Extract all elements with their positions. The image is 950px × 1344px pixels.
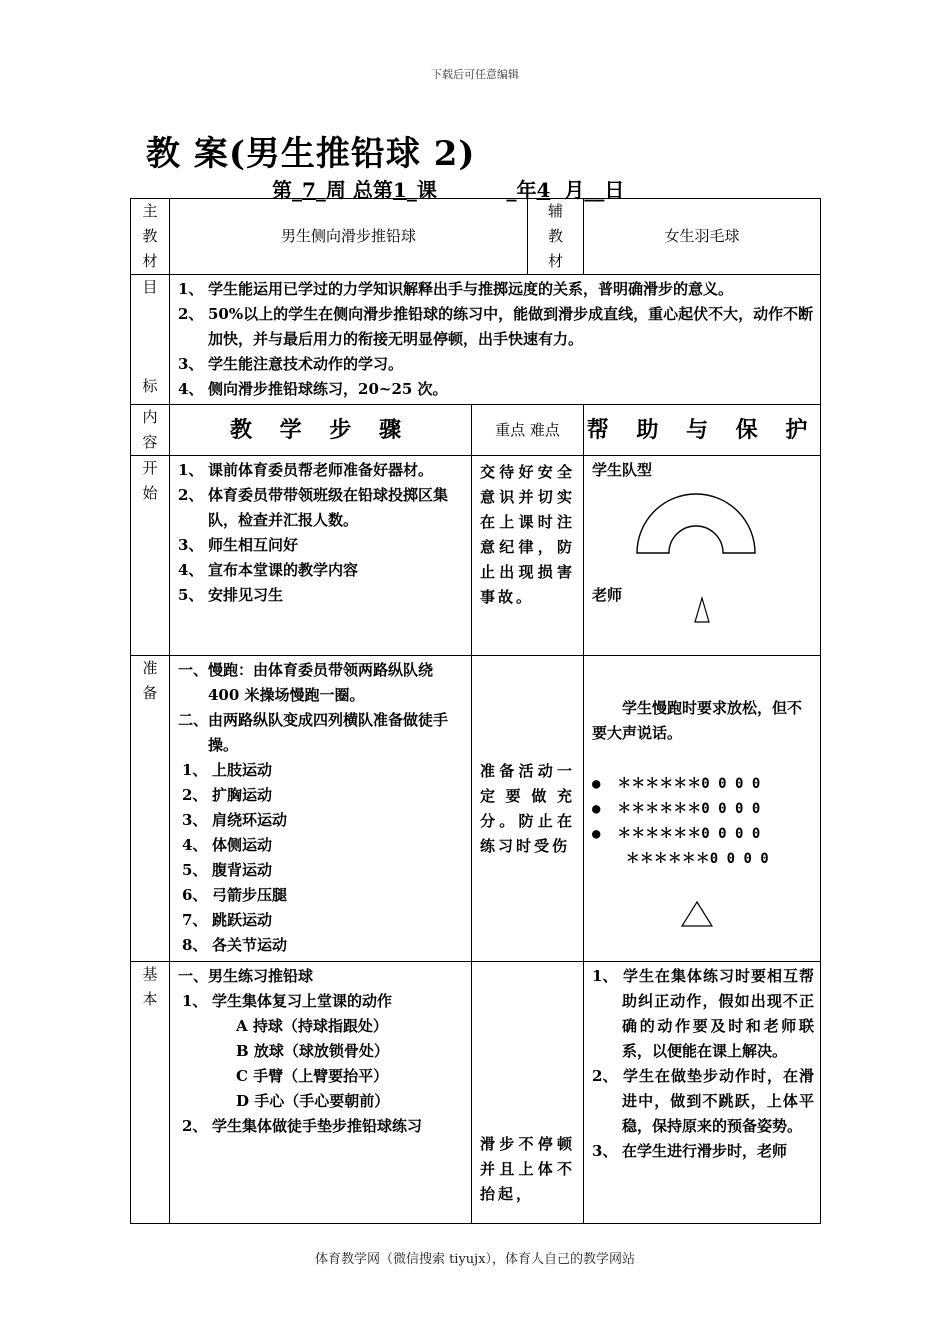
start-steps bbox=[170, 456, 472, 656]
start-step: 2、 体育委员带带领班级在铅球投掷区集队，检查并汇报人数。 bbox=[178, 486, 449, 529]
lesson-plan-table bbox=[130, 198, 821, 1224]
basic-sub-step: 2、 学生集体做徒手垫步推铅球练习 bbox=[182, 1117, 423, 1135]
prep-focus: 准备活动一定要做充分。防止在练习时受伤 bbox=[472, 656, 584, 962]
basic-help bbox=[584, 962, 821, 1224]
date-month: 月 bbox=[564, 178, 585, 202]
goal-item: 3、 学生能注意技术动作的学习。 bbox=[178, 355, 404, 373]
row-prep bbox=[131, 656, 821, 962]
start-step: 5、 安排见习生 bbox=[178, 586, 284, 604]
help-item: 3、 在学生进行滑步时，老师 bbox=[592, 1142, 788, 1160]
main-material-label: 主 教 材 bbox=[131, 199, 170, 275]
content-label: 内 容 bbox=[131, 405, 170, 456]
row-basic bbox=[131, 962, 821, 1224]
help-item: 2、 学生在做垫步动作时，在滑进中，做到不跳跃，上体平稳，保持原来的预备姿势。 bbox=[592, 1067, 815, 1135]
exercise-item: 3、 肩绕环运动 bbox=[182, 811, 288, 829]
prep-steps bbox=[170, 656, 472, 962]
technique-point: C 手臂（上臂要抬平） bbox=[236, 1067, 389, 1085]
start-help bbox=[584, 456, 821, 656]
teacher-triangle-icon bbox=[693, 596, 711, 624]
week-number: 7 bbox=[302, 178, 316, 202]
week-prefix: 第_ bbox=[272, 178, 302, 202]
goal-item: 1、 学生能运用已学过的力学知识解释出手与推掷远度的关系，普明确滑步的意义。 bbox=[178, 280, 734, 298]
basic-label: 基 本 bbox=[131, 962, 170, 1224]
row-goals bbox=[131, 275, 821, 405]
col-steps-header: 教 学 步 骤 bbox=[170, 405, 472, 456]
start-step: 1、 课前体育委员帮老师准备好器材。 bbox=[178, 461, 434, 479]
exercise-item: 7、 跳跃运动 bbox=[182, 911, 273, 929]
goal-item: 2、 50%以上的学生在侧向滑步推铅球的练习中，能做到滑步成直线，重心起伏不大，动作不断加快，并与最后用力的衔接无明显停顿，出手快速有力。 bbox=[178, 305, 814, 348]
date-year: _年 bbox=[506, 178, 537, 202]
formation-title: 学生队型 bbox=[592, 461, 653, 479]
lesson-suffix: _课 bbox=[406, 178, 437, 202]
goals-cell bbox=[170, 275, 821, 405]
footer-note: 体育教学网（微信搜索 tiyujx），体育人自己的教学网站 bbox=[314, 1252, 636, 1267]
start-focus: 交待好安全意识并切实在上课时注意纪律，防止出现损害事故。 bbox=[472, 456, 584, 656]
formation-row: ● ＊＊＊＊＊＊0 0 0 0 bbox=[592, 826, 761, 842]
four-row-formation bbox=[592, 772, 769, 872]
prep-step: 二、由两路纵队变成四列横队准备做徒手操。 bbox=[178, 711, 449, 754]
semicircle-formation-icon bbox=[634, 490, 758, 556]
header-note: 下载后可任意编辑 bbox=[431, 68, 519, 81]
start-step: 4、 宣布本堂课的教学内容 bbox=[178, 561, 359, 579]
formation-row: ● ＊＊＊＊＊＊0 0 0 0 bbox=[592, 776, 761, 792]
aux-material: 女生羽毛球 bbox=[584, 199, 821, 275]
goal-label: 目 标 bbox=[131, 275, 170, 405]
start-step: 3、 师生相互问好 bbox=[178, 536, 299, 554]
prep-label: 准 备 bbox=[131, 656, 170, 962]
goal-item: 4、 侧向滑步推铅球练习，20~25 次。 bbox=[178, 380, 448, 398]
date-day: __日 bbox=[584, 178, 625, 202]
exercise-item: 4、 体侧运动 bbox=[182, 836, 273, 854]
basic-step: 一、男生练习推铅球 bbox=[178, 967, 314, 985]
prep-step: 一、慢跑：由体育委员带领两路纵队绕 400 米操场慢跑一圈。 bbox=[178, 661, 434, 704]
exercise-item: 1、 上肢运动 bbox=[182, 761, 273, 779]
lesson-number: 1 bbox=[392, 178, 407, 202]
technique-point: B 放球（球放锁骨处） bbox=[236, 1042, 389, 1060]
formation-row: ● ＊＊＊＊＊＊0 0 0 0 bbox=[592, 801, 761, 817]
prep-help-text: 学生慢跑时要求放松，但不要大声说话。 bbox=[592, 699, 803, 742]
date-month-number: 4 bbox=[536, 178, 551, 202]
technique-point: A 持球（持球指跟处） bbox=[236, 1017, 388, 1035]
row-headers bbox=[131, 405, 821, 456]
col-focus-header: 重点 难点 bbox=[472, 405, 584, 456]
document-title: 教 案(男生推铅球 2) bbox=[146, 134, 476, 174]
technique-point: D 手心（手心要朝前） bbox=[236, 1092, 390, 1110]
teacher-triangle-icon bbox=[680, 900, 714, 928]
help-item: 1、 学生在集体练习时要相互帮助纠正动作，假如出现不正确的动作要及时和老师联系，以便能在课上解决。 bbox=[592, 967, 815, 1060]
basic-steps bbox=[170, 962, 472, 1224]
basic-sub-step: 1、 学生集体复习上堂课的动作 bbox=[182, 992, 393, 1010]
main-material: 男生侧向滑步推铅球 bbox=[170, 199, 528, 275]
start-label: 开 始 bbox=[131, 456, 170, 656]
exercise-item: 8、 各关节运动 bbox=[182, 936, 288, 954]
exercise-item: 5、 腹背运动 bbox=[182, 861, 273, 879]
week-suffix: _周 总第 bbox=[315, 178, 393, 202]
basic-focus: 滑步不停顿并且上体不抬起， bbox=[472, 962, 584, 1224]
col-help-header: 帮 助 与 保 护 bbox=[584, 405, 821, 456]
exercise-item: 6、 弓箭步压腿 bbox=[182, 886, 288, 904]
aux-material-label: 辅 教 材 bbox=[528, 199, 584, 275]
exercise-item: 2、 扩胸运动 bbox=[182, 786, 273, 804]
row-material bbox=[131, 199, 821, 275]
teacher-label: 老师 bbox=[592, 586, 623, 604]
formation-row: ＊＊＊＊＊＊0 0 0 0 bbox=[592, 851, 769, 867]
prep-help bbox=[584, 656, 821, 962]
row-start bbox=[131, 456, 821, 656]
